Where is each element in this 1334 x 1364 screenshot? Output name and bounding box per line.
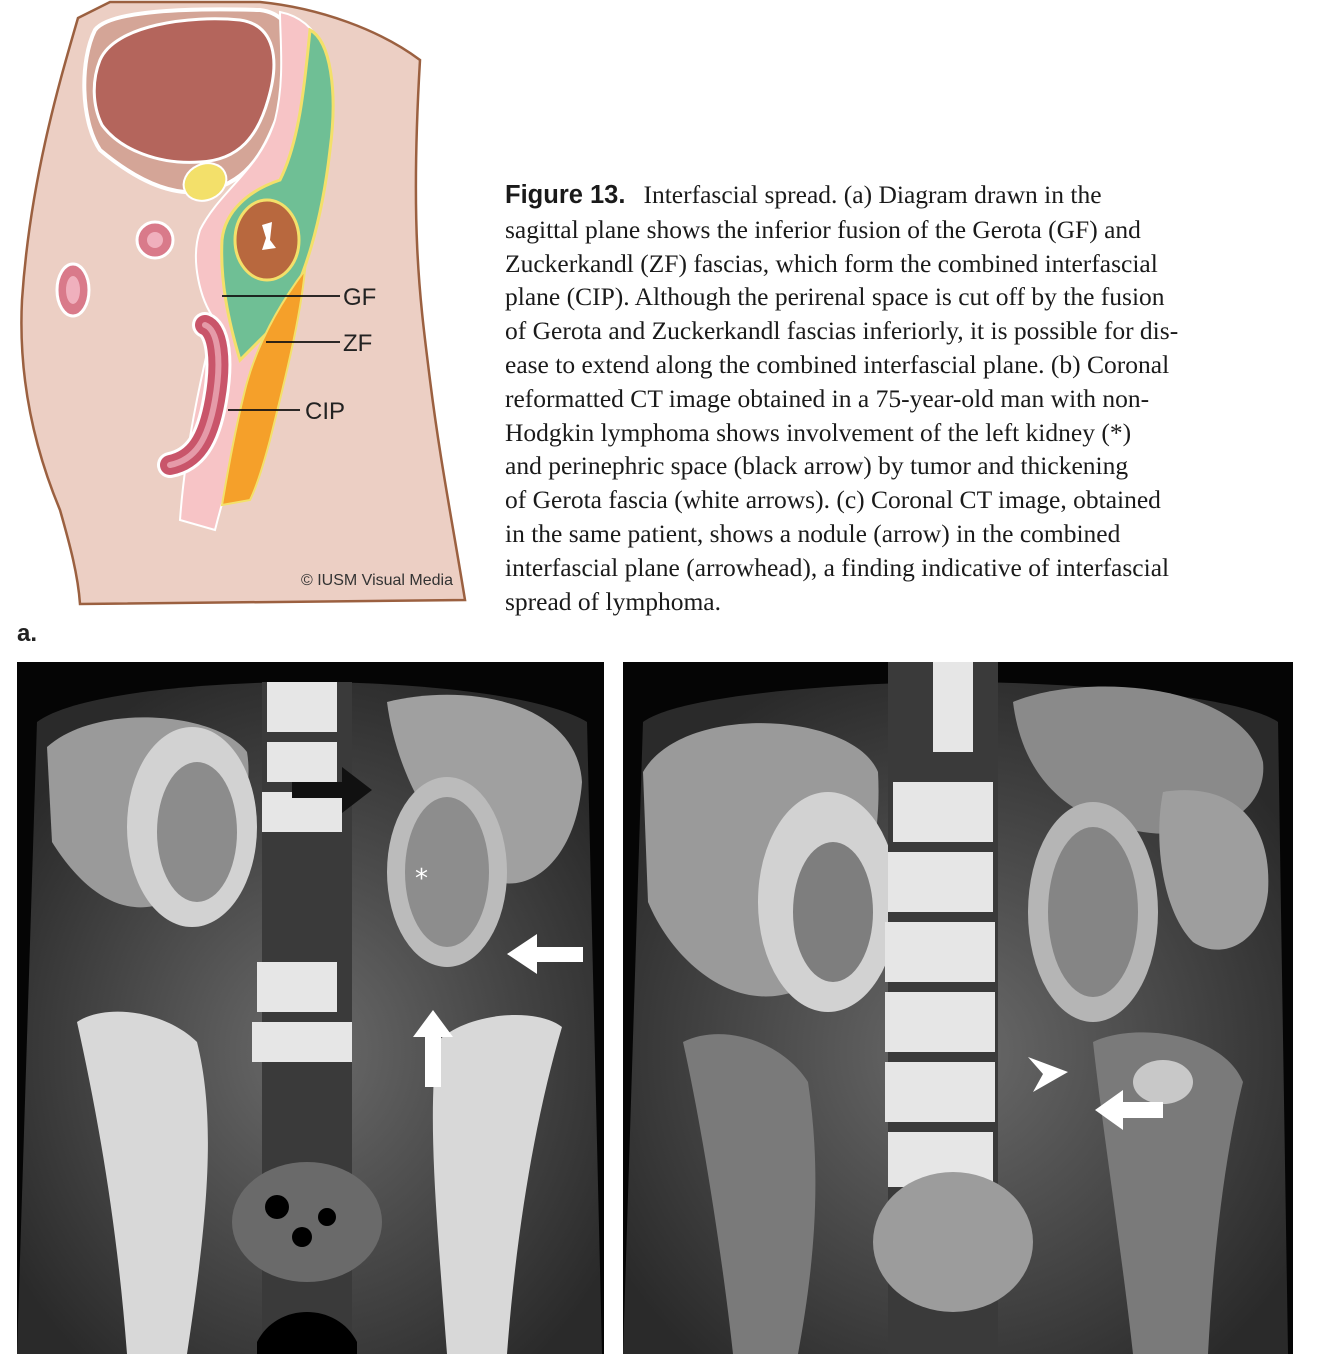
liver [94,19,274,163]
gf-label: GF [343,284,377,311]
caption-line-12: interfascial plane (arrowhead), a finding indicative of interfascial [505,552,1170,582]
asterisk-marker: * [415,864,428,894]
figure-caption [505,178,1305,618]
caption-line-2: sagittal plane shows the inferior fusion of the Gerota (GF) and [505,214,1141,244]
bowel-loop-lumen [66,276,80,304]
zf-label: ZF [343,330,373,357]
caption-line-11: in the same patient, shows a nodule (arrow) in the combined [505,518,1121,548]
caption-text-1: Interfascial spread. (a) Diagram drawn in the [643,180,1102,209]
ct-image-b [17,662,604,1354]
caption-line-13: spread of lymphoma. [505,586,721,616]
panel-a-label: a. [17,620,38,647]
copyright-credit: © IUSM Visual Media [301,572,453,589]
caption-line-4: plane (CIP). Although the perirenal space is cut off by the fusion [505,282,1165,312]
caption-line-6: ease to extend along the combined interfascial plane. (b) Coronal [505,349,1170,379]
caption-line-3: Zuckerkandl (ZF) fascias, which form the combined interfascial [505,248,1158,278]
vessel-1-lumen [147,232,163,248]
caption-line-1 [505,178,1305,213]
caption-line-9: and perinephric space (black arrow) by tumor and thickening [505,451,1129,481]
figure-title: Figure 13. [505,181,626,209]
cip-label: CIP [305,398,346,425]
ct-image-c [623,662,1293,1354]
caption-line-8: Hodgkin lymphoma shows involvement of the left kidney (*) [505,417,1132,447]
sagittal-diagram [0,0,490,620]
caption-line-10: of Gerota fascia (white arrows). (c) Coronal CT image, obtained [505,485,1161,515]
caption-line-7: reformatted CT image obtained in a 75-year-old man with non- [505,383,1150,413]
caption-line-5: of Gerota and Zuckerkandl fascias inferiorly, it is possible for dis- [505,316,1179,346]
